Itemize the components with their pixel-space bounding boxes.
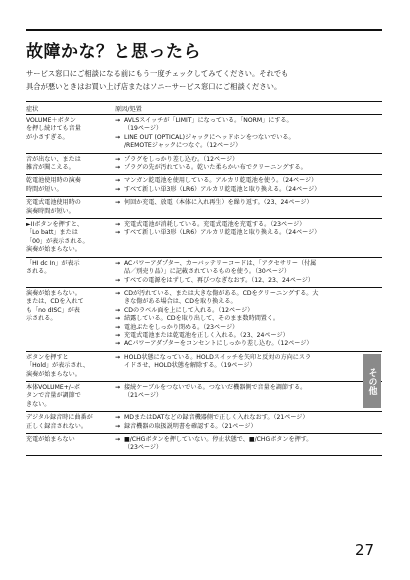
arrow-right-icon: → [115, 199, 121, 207]
remedy-text: 何回か充電、放電（本体に入れ再生）を繰り返す。（23、24ページ） [124, 199, 313, 207]
remedy-item [115, 229, 382, 237]
remedy-list [115, 199, 382, 216]
arrow-right-icon: → [115, 185, 121, 193]
remedy-list [115, 221, 382, 255]
table-row [26, 154, 382, 176]
remedy-list [115, 260, 382, 285]
remedy-text: 結露している。CDを取り出して、そのまま数時間置く。 [124, 315, 279, 323]
arrow-right-icon: → [115, 383, 121, 391]
section-tab [363, 354, 381, 408]
arrow-right-icon: → [115, 353, 121, 361]
top-rule [26, 29, 382, 31]
symptom-text: 乾電池使用時の演奏 時間が短い。 [26, 177, 81, 193]
intro-line: サービス窓口にご相談になる前にもう一度チェックしてみてください。それでも [26, 69, 289, 78]
symptom-text: 充電が始まらない [26, 436, 75, 443]
arrow-right-icon: → [115, 422, 121, 430]
table-row [26, 412, 382, 434]
remedy-text: HOLD状態になっている。HOLDスイッチを矢印と反対の方向にスラ イドさせ、HOLD状態を解除する。（19ページ） [124, 353, 312, 370]
remedy-text: すべて新しい単3形（LR6）アルカリ乾電池と取り換える。（24ページ） [124, 185, 321, 193]
remedy-item [115, 436, 382, 453]
remedy-item [115, 307, 382, 315]
remedy-text: LINE OUT (OPTICAL)ジャックにヘッドホンをつないでいる。 /REMOTEジャックにつなぐ。（12ページ） [124, 133, 295, 150]
arrow-right-icon: → [115, 133, 121, 141]
table-row [26, 197, 382, 219]
remedy-item [115, 324, 382, 332]
remedy-item [115, 156, 382, 164]
arrow-right-icon: → [115, 315, 121, 323]
arrow-right-icon: → [115, 436, 121, 443]
arrow-right-icon: → [115, 323, 121, 331]
remedy-item [115, 290, 382, 307]
remedy-item [115, 134, 382, 151]
remedy-text: ACパワーアダプター、カーバッテリーコードは、「アクセサリー（付属 品／別売り品）」に記載されているものを使う。（30ページ） [124, 259, 317, 276]
remedy-item [115, 423, 382, 431]
remedy-item [115, 384, 382, 401]
table-row [26, 219, 382, 258]
section-tab-label: その他 [366, 367, 377, 395]
intro-paragraph [26, 68, 366, 93]
remedy-text: プラグの先が汚れている。乾いた柔らかい布でクリーニングする。 [124, 164, 307, 172]
arrow-right-icon: → [115, 306, 121, 314]
arrow-right-icon: → [115, 221, 121, 229]
arrow-right-icon: → [115, 117, 121, 124]
page-number: 27 [355, 541, 375, 559]
remedy-text: 充電式電池または乾電池を正しく入れる。（23、24ページ） [124, 331, 289, 339]
symptom-text: ボタンを押すと 「Hold」が表示され、 演奏が始まらない。 [26, 353, 89, 378]
table-row [26, 175, 382, 197]
remedy-item [115, 354, 382, 371]
troubleshooting-table [26, 101, 382, 456]
table-row [26, 352, 382, 382]
remedy-text: 電池ぶたをしっかり閉める。（23ページ） [124, 323, 239, 331]
table-header [26, 101, 382, 115]
table-row [26, 382, 382, 412]
remedy-text: 録音機器の取扱説明書を確認する。（21ページ） [124, 422, 257, 430]
table-body [26, 115, 382, 456]
symptom-text: 音が出ない、または 雑音が聞こえる。 [26, 155, 81, 172]
remedy-text: マンガン乾電池を使用している。アルカリ乾電池を使う。（24ページ） [124, 177, 318, 185]
remedy-text: すべて新しい単3形（LR6）アルカリ乾電池と取り換える。（24ページ） [124, 229, 321, 237]
remedy-list [115, 436, 382, 453]
symptom-text: 演奏が始まらない。 または、CDを入れて も「no dISC」が表 示される。 [26, 289, 84, 323]
remedy-item [115, 315, 382, 323]
remedy-item [115, 260, 382, 277]
remedy-list [115, 156, 382, 173]
remedy-text: プラグをしっかり差し込む。（12ページ） [124, 155, 239, 163]
symptom-text: 充電式電池使用時の 演奏時間が短い。 [26, 199, 81, 215]
symptom-text: 「HI dc In」が表示 される。 [26, 259, 80, 276]
arrow-right-icon: → [115, 164, 121, 172]
arrow-right-icon: → [115, 276, 121, 284]
remedy-item [115, 117, 382, 134]
symptom-text: 本体VOLUME+/–ボ タンで音量が調節で きない。 [26, 383, 81, 408]
table-row [26, 434, 382, 456]
remedy-item [115, 199, 382, 207]
remedy-item [115, 277, 382, 285]
remedy-list [115, 290, 382, 349]
remedy-text: すべての電源をはずして、再びつなぎなおす。（12、23、24ページ） [124, 276, 314, 284]
arrow-right-icon: → [115, 259, 121, 267]
remedy-text: CDが汚れている、または大きな傷がある。CDをクリーニングする。大 きな傷がある場合は、CDを取り換える。 [124, 289, 319, 306]
arrow-right-icon: → [115, 289, 121, 297]
symptom-text: VOLUME＋ボタン を押し続けても音量 が小さすぎる。 [26, 117, 81, 141]
remedy-list [115, 177, 382, 194]
remedy-text: 充電式電池が消耗している。充電式電池を充電する。（23ページ） [124, 221, 306, 229]
table-row [26, 115, 382, 154]
arrow-right-icon: → [115, 177, 121, 185]
header-symptom: 症状 [26, 105, 39, 113]
remedy-text: ■/CHGボタンを押していない。停止状態で、■/CHGボタンを押す。 （23ページ） [124, 436, 313, 452]
remedy-item [115, 186, 382, 194]
symptom-text: デジタル録音時に曲番が 正しく録音されない。 [26, 414, 93, 430]
arrow-right-icon: → [115, 155, 121, 163]
remedy-list [115, 384, 382, 409]
table-row [26, 258, 382, 288]
remedy-text: MDまたはDATなどの録音機器側で正しく入れなおす。（21ページ） [124, 414, 309, 422]
table-row [26, 288, 382, 352]
arrow-right-icon: → [115, 414, 121, 422]
remedy-item [115, 340, 382, 348]
arrow-right-icon: → [115, 340, 121, 348]
intro-line: 具合が悪いときはお買い上げ店またはソニーサービス窓口にご相談ください。 [26, 81, 282, 91]
remedy-text: 接続ケーブルをつないでいる。つないだ機器側で音量を調節する。 （21ページ） [124, 383, 307, 400]
remedy-list [115, 414, 382, 431]
remedy-item [115, 177, 382, 185]
page-title: 故障かな？と思ったら [26, 42, 201, 62]
remedy-text: ACパワーアダプターをコンセントにしっかり差し込む。（12ページ） [124, 340, 313, 348]
arrow-right-icon: → [115, 331, 121, 339]
remedy-list [115, 354, 382, 379]
remedy-text: CDのラベル面を上にして入れる。（12ページ） [124, 306, 254, 314]
arrow-right-icon: → [115, 229, 121, 237]
remedy-item [115, 164, 382, 172]
header-remedy: 原因/処置 [115, 105, 142, 113]
remedy-text: AVLSスイッチが「LIMIT」になっている。「NORM」にする。 （19ページ） [124, 117, 293, 133]
remedy-list [115, 117, 382, 151]
symptom-text: ►IIボタンを押すと、 「Lo batt」または 「00」が表示される。 演奏が始まらない。 [26, 221, 89, 254]
remedy-item [115, 414, 382, 422]
